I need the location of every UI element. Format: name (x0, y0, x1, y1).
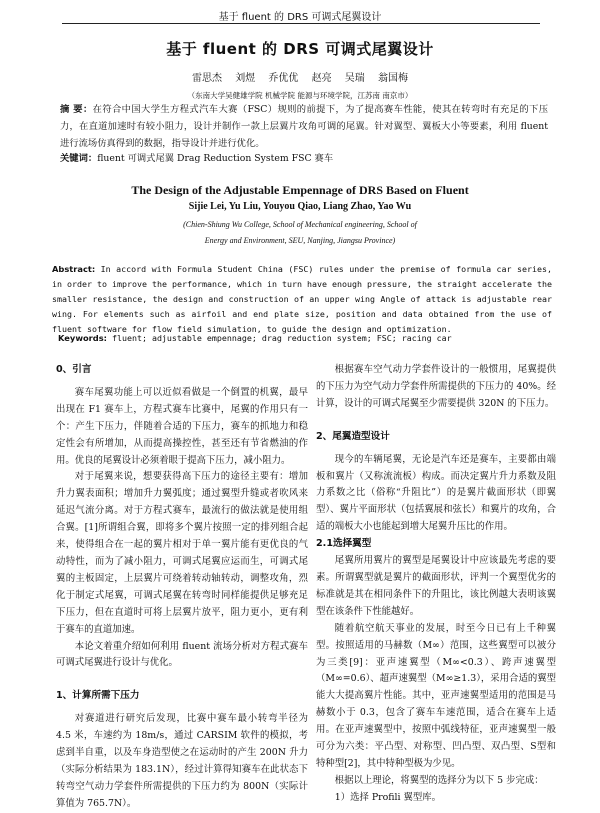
authors-en: Sijie Lei, Yu Liu, Youyou Qiao, Liang Zhao, Yao Wu (188, 201, 412, 212)
keywords-cn-label: 关键词： (60, 153, 98, 164)
keywords-en (58, 333, 548, 343)
affiliation-en-line2: Energy and Environment, SEU, Nanjing, Jiangsu Province) (204, 236, 396, 245)
paper-title-cn: 基于 fluent 的 DRS 可调式尾翼设计 (166, 40, 434, 58)
subsection-2-1-paragraph-3: 根据以上理论，将翼型的选择分为以下 5 步完成： (334, 774, 544, 786)
subsection-2-1-paragraph-2: 随着航空航天事业的发展，时至今日已有上千种翼型。按照适用的马赫数（M∞）范围，这些翼型可以被分为三类[9]：亚声速翼型（M∞<0.3）、跨声速翼型（M∞=0.6）、超声速翼型（M∞≥1.3），采用合适的翼型能大大提高翼片性能。其中，亚声速翼型适用的范围是马赫数小于 0.3，包含了赛车车速范围，适合在赛车上适用。在亚声速翼型中，按照中弧线特征，亚声速翼型一般可分为六类：平凸型、对称型、凹凸型、双凸型、S型和特种型[2]，其中特种型极为少见。 (316, 622, 556, 769)
section-heading-intro: 0、引言 (56, 364, 92, 375)
section-gap (316, 413, 556, 425)
abstract-en-label: Abstract: (52, 264, 96, 274)
running-header: 基于 fluent 的 DRS 可调式尾翼设计 (218, 12, 382, 23)
affiliation-cn: （东南大学吴健雄学院 机械学院 能源与环境学院，江苏南 南京市） (187, 91, 413, 100)
keywords-en-label: Keywords: (58, 333, 107, 343)
intro-paragraph-2: 对于尾翼来说，想要获得高下压力的途径主要有：增加升力翼表面积；增加升力翼弧度；通过翼型升缝或者吹风来延迟气流分离。对于方程式赛车，最流行的做法就是使用组合翼。[1]所谓组合翼，即将多个翼片按照一定的排列组合起来，使得组合在一起的翼片相对于单一翼片能有更优良的气动特性，而为了减小阻力，可调式尾翼应运而生，可调式尾翼的主板固定，上层翼片可绕着转动轴转动，调整攻角，烈化于制定式尾翼，可调式尾翼在转弯时同样能提供足够充足下压力，但在直道时可将上层翼片放平，阻力更小，更有利于赛车的直道加速。 (56, 471, 308, 635)
right-paragraph-1: 根据赛车空气动力学套件设计的一般惯用，尾翼提供的下压力为空气动力学套件所需提供的下压力的 40%。经计算，设计的可调式尾翼至少需要提供 320N 的下压力。 (316, 364, 556, 409)
keywords-cn-text: fluent 可调式尾翼 Drag Reduction System FSC 赛车 (97, 153, 334, 164)
subsection-heading-2-1: 2.1选择翼型 (316, 538, 372, 550)
section-heading-2: 2、尾翼造型设计 (316, 430, 390, 442)
abstract-cn (60, 101, 548, 152)
keywords-en-text: fluent; adjustable empennage; drag reduction system; FSC; racing car (111, 333, 452, 343)
paper-title-en: The Design of the Adjustable Empennage of DRS Based on Fluent (131, 183, 469, 197)
right-column (316, 362, 556, 807)
intro-paragraph-1: 赛车尾翼功能上可以近似看做是一个倒置的机翼，最早出现在 F1 赛车上，方程式赛车比赛中，尾翼的作用只有一个：产生下压力，伴随着合适的下压力，赛车的抓地力和稳定性会有所增加，从而提高操控性，甚至还有节省燃油的作用。优良的尾翼设计必须着眼于提高下压力，减小阻力。 (56, 386, 308, 466)
section-heading-1: 1、计算所需下压力 (56, 690, 140, 702)
section-1-paragraph: 对赛道进行研究后发现，比赛中赛车最小转弯半径为 4.5 米，车速约为 18m/s，通过 CARSIM 软件的模拟，考虑到半自重，以及车身造型使之在运动时的产生 200N 升力（实际分析结果为 183.1N），经过计算得知赛车在此状态下转弯空气动力学套件所需提供的下压力约为 800N（实际计算值为 765.7N）。 (56, 713, 308, 809)
authors-cn: 雷思杰 刘煜 乔优优 赵亮 吴瑞 翁国梅 (192, 73, 408, 84)
abstract-cn-text: 在符合中国大学生方程式汽车大赛（FSC）规则的前提下，为了提高赛车性能，使其在转弯时有充足的下压力，在直道加速时有较小阻力，设计并制作一款上层翼片攻角可调的尾翼。针对翼型、翼板大小等要素，利用 fluent 进行流场仿真得到的数据，指导设计并进行优化。 (60, 104, 548, 149)
intro-paragraph-3: 本论文着重介绍如何利用 fluent 流场分析对方程式赛车可调式尾翼进行设计与优化。 (56, 640, 308, 669)
section-gap (56, 672, 308, 684)
header-rule (62, 23, 540, 24)
abstract-en-text: In accord with Formula Student China (FSC) rules under the premise of formula car series, in order to improve the performance, which in turn have enough pressure, the straight accelerate the smaller resistance, the design and construction of an upper wing Angle of attack is adjustable rear wing. For elements such as airfoil and end plate size, position and data obtained from the use of fluent software for flow field simulation, to guide the design and optimization. (52, 264, 552, 334)
subsection-2-1-paragraph-4: 1）选择 Profili 翼型库。 (334, 791, 442, 803)
keywords-cn (60, 150, 548, 164)
section-2-paragraph: 现今的车辆尾翼，无论是汽车还是赛车，主要都由端板和翼片（又称流流板）构成。而决定翼片升力系数及阻力系数之比（俗称“升阻比”）的是翼片截面形状（即翼型）、翼片平面形状（包括翼展和弦长）和翼片的攻角，合适的端板大小也能起到增大尾翼升压比的作用。 (316, 453, 556, 533)
subsection-2-1-paragraph-1: 尾翼所用翼片的翼型是尾翼设计中应该最先考虑的要素。所谓翼型就是翼片的截面形状，评判一个翼型优劣的标准就是其在相同条件下的升阻比，该比例越大表明该翼型在该条件下性能越好。 (316, 555, 556, 617)
left-column (56, 362, 308, 813)
affiliation-en-line1: (Chien-Shiung Wu College, School of Mechanical engineering, School of (183, 220, 417, 229)
abstract-cn-label: 摘 要： (60, 104, 93, 115)
abstract-en (52, 262, 552, 337)
